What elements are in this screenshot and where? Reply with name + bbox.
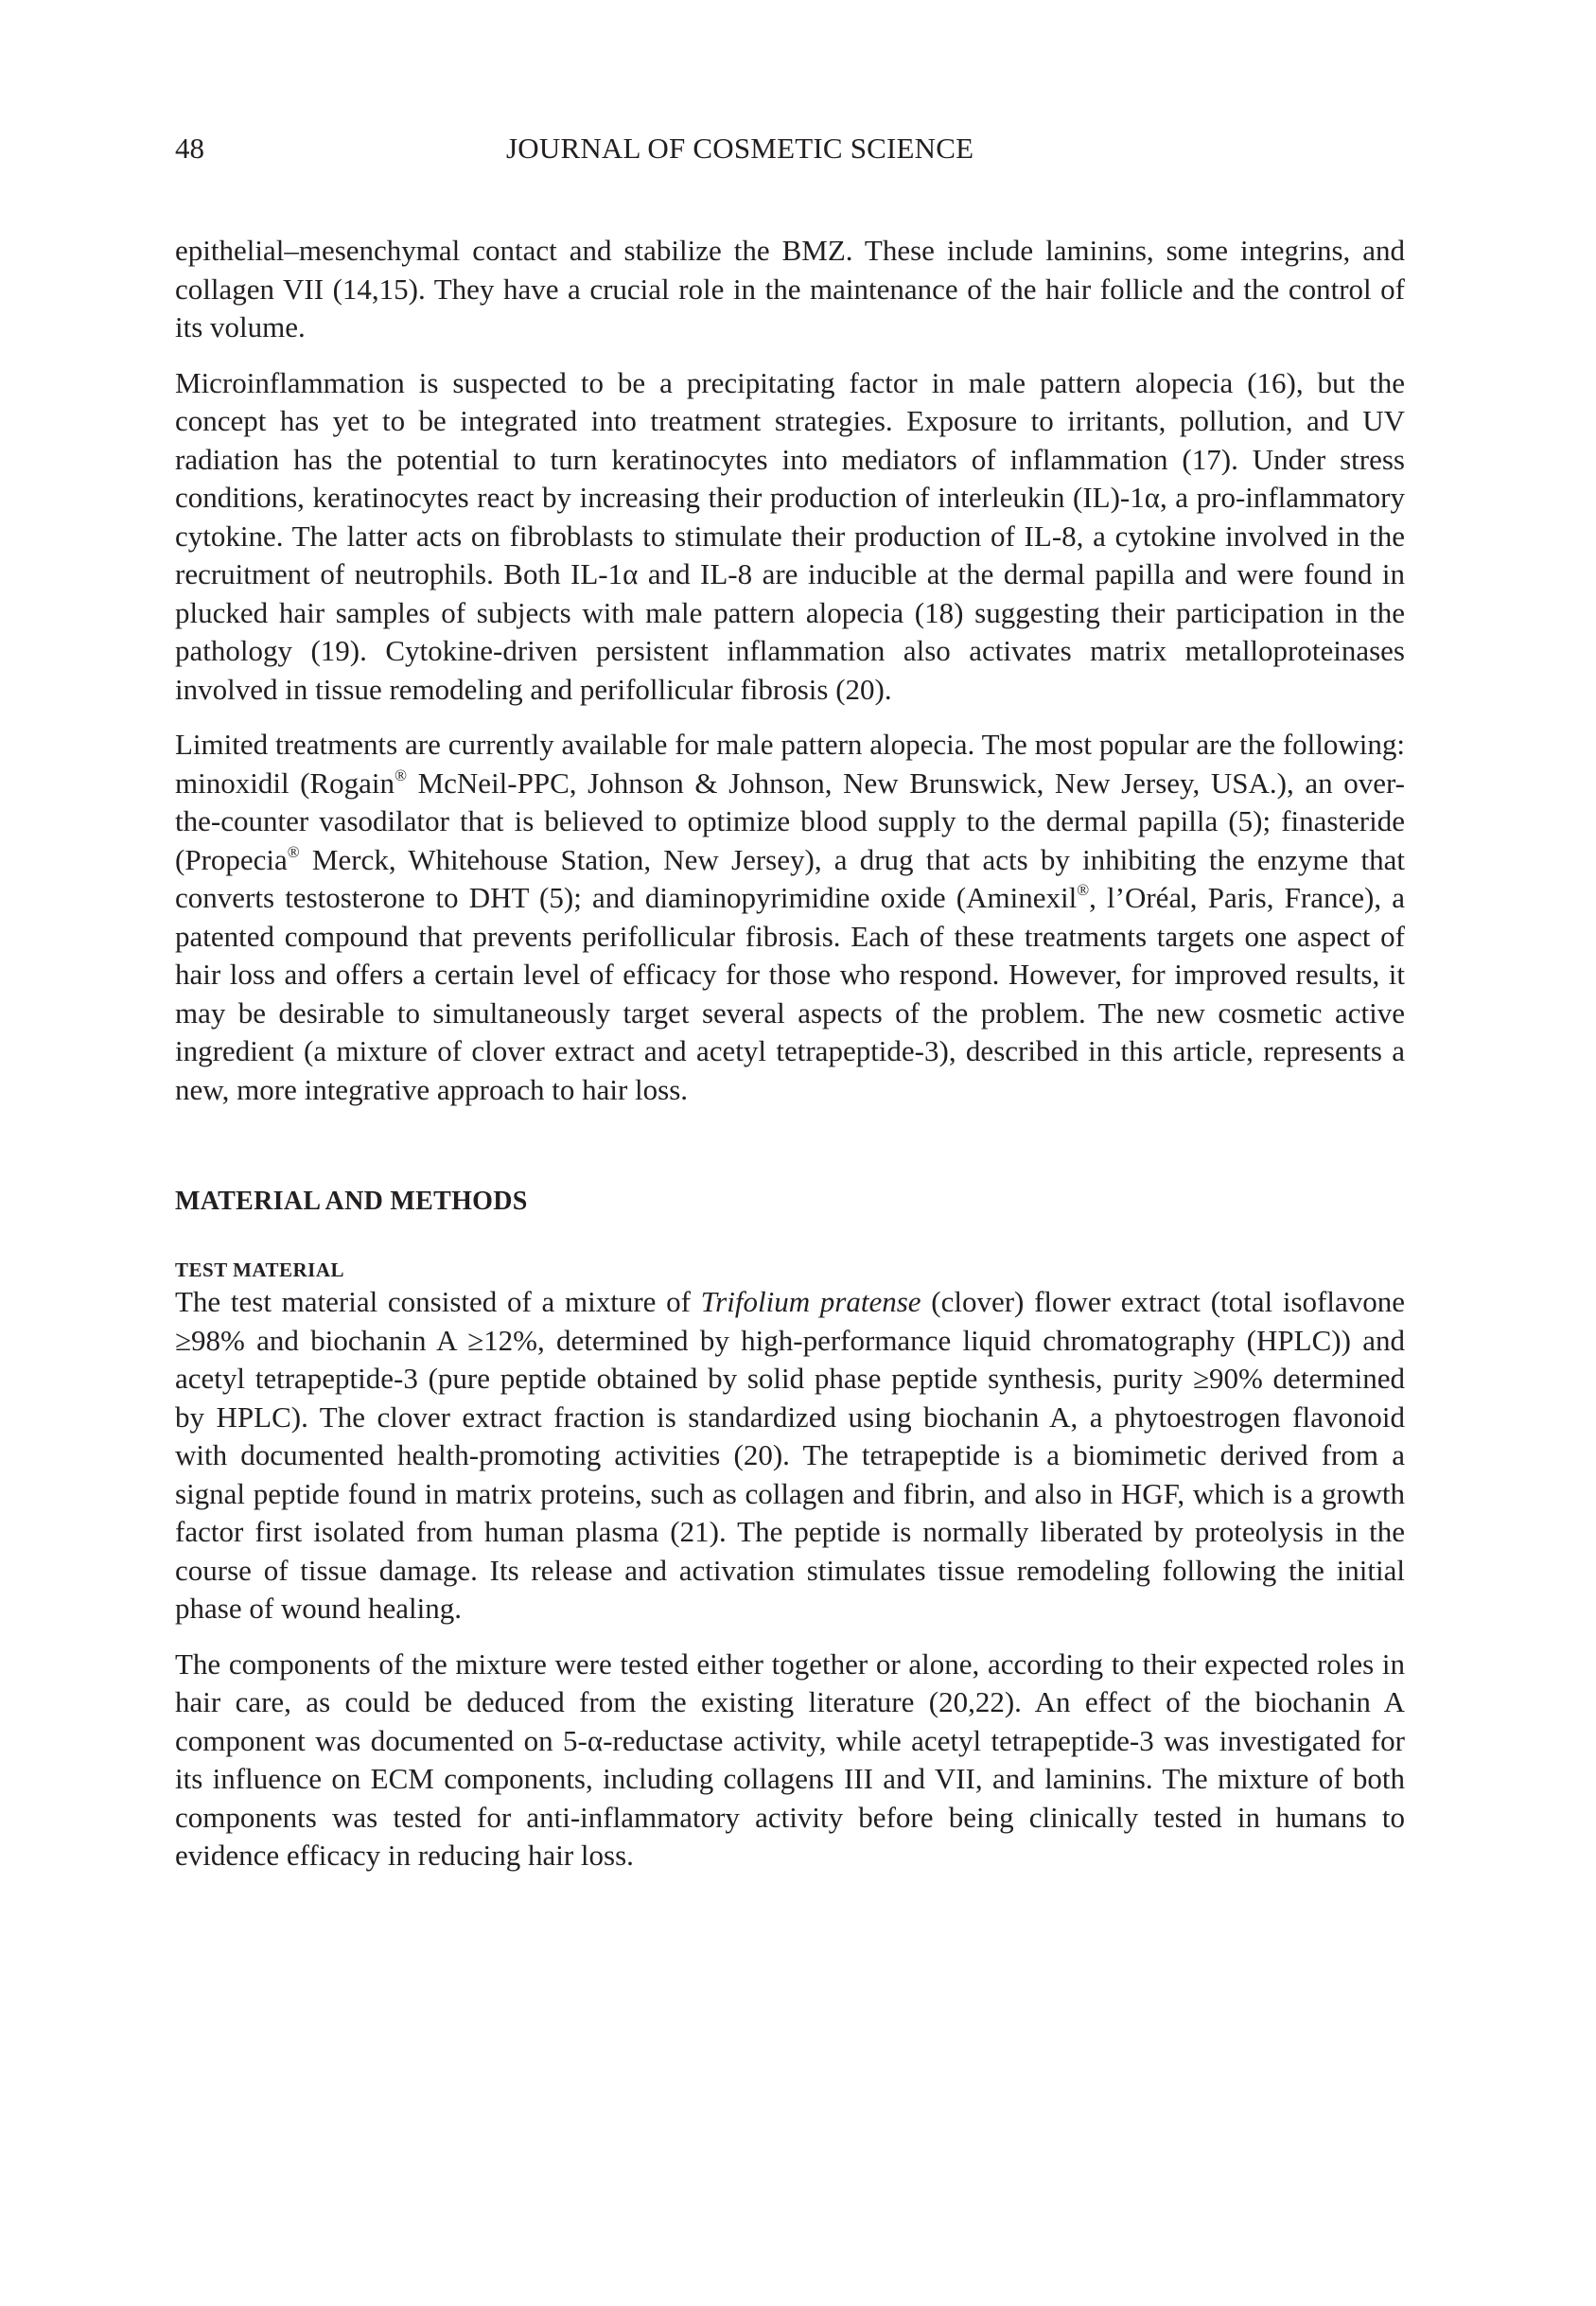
paragraph-microinflammation: Microinflammation is suspected to be a precipitating factor in male pattern alopecia (16), but the concept has yet to be integrated into treatment strategies. Exposure to irritants, pollution, and UV radiation has the potential to turn keratinocytes into mediators of inflammation (17). Under stress conditions, keratinocytes react by increasing their production of interleukin (IL)-1α, a pro-inflammatory cytokine. The latter acts on fibroblasts to stimulate their production of IL-8, a cytokine involved in the recruitment of neutrophils. Both IL-1α and IL-8 are inducible at the dermal papilla and were found in plucked hair samples of subjects with male pattern alopecia (18) suggesting their participation in the pathology (19). Cytokine-driven persistent inflammation also activates matrix metalloproteinases involved in tissue remodeling and perifollicular fibrosis (20). — [175, 365, 1405, 706]
text-segment: The test material consisted of a mixture of — [175, 1285, 701, 1318]
text-segment: , l’Oréal, Paris, France), a patented compound that prevents perifollicular fibrosis. Each of these treatments targets one aspect of hair loss and offers a certain level of efficacy for those who respond. However, for improved results, it may be desirable to simultaneously target several aspects of the problem. The new cosmetic active ingredient (a mixture of clover extract and acetyl tetrapeptide-3), described in this article, represents a new, more integrative approach to hair loss. — [175, 881, 1406, 1106]
registered-mark: ® — [1077, 881, 1090, 899]
text-segment: Limited treatments are currently available for male pattern alopecia. The most popular are the following: minoxidil (Rogain — [175, 728, 1405, 800]
species-name: Trifolium pratense — [700, 1285, 921, 1318]
registered-mark: ® — [287, 842, 300, 861]
article-body — [175, 232, 1405, 1892]
journal-title: JOURNAL OF COSMETIC SCIENCE — [506, 132, 974, 165]
subsection-heading-test-material: TEST MATERIAL — [175, 1259, 345, 1281]
paragraph-components: The components of the mixture were tested either together or alone, according to their expected roles in hair care, as could be deduced from the existing literature (20,22). An effect of the biochanin A component was documented on 5-α-reductase activity, while acetyl tetrapeptide-3 was investigated for its influence on ECM components, including collagens III and VII, and laminins. The mixture of both components was tested for anti-inflammatory activity before being clinically tested in humans to evidence efficacy in reducing hair loss. — [175, 1646, 1405, 1872]
paragraph-test-material — [175, 1283, 1405, 1628]
running-header — [175, 130, 1405, 167]
text-segment: McNeil-PPC, Johnson & Johnson, New Brunswick, New Jersey, USA.), an over-the-counter vasodilator that is believed to optimize blood supply to the dermal papilla (5); finasteride (Propecia — [175, 766, 1406, 876]
text-segment: (clover) flower extract (total isoflavone ≥98% and biochanin A ≥12%, determined by high-performance liquid chromatography (HPLC)) and acetyl tetrapeptide-3 (pure peptide obtained by solid phase peptide synthesis, purity ≥90% determined by HPLC). The clover extract fraction is standardized using biochanin A, a phytoestrogen flavonoid with documented health-promoting activities (20). The tetrapeptide is a biomimetic derived from a signal peptide found in matrix proteins, such as collagen and fibrin, and also in HGF, which is a growth factor first isolated from human plasma (21). The peptide is normally liberated by proteolysis in the course of tissue damage. Its release and activation stimulates tissue remodeling following the initial phase of wound healing. — [175, 1285, 1405, 1625]
paragraph-bmz: epithelial–mesenchymal contact and stabilize the BMZ. These include laminins, some integrins, and collagen VII (14,15). They have a crucial role in the maintenance of the hair follicle and the control of its volume. — [175, 234, 1405, 343]
page-number: 48 — [175, 132, 204, 165]
text-segment: Merck, Whitehouse Station, New Jersey), a drug that acts by inhibiting the enzyme that converts testosterone to DHT (5); and diaminopyrimidine oxide (Aminexil — [175, 842, 1405, 914]
paragraph-treatments — [175, 726, 1405, 1109]
registered-mark: ® — [395, 766, 407, 784]
section-heading-material-methods: MATERIAL AND METHODS — [175, 1187, 528, 1216]
